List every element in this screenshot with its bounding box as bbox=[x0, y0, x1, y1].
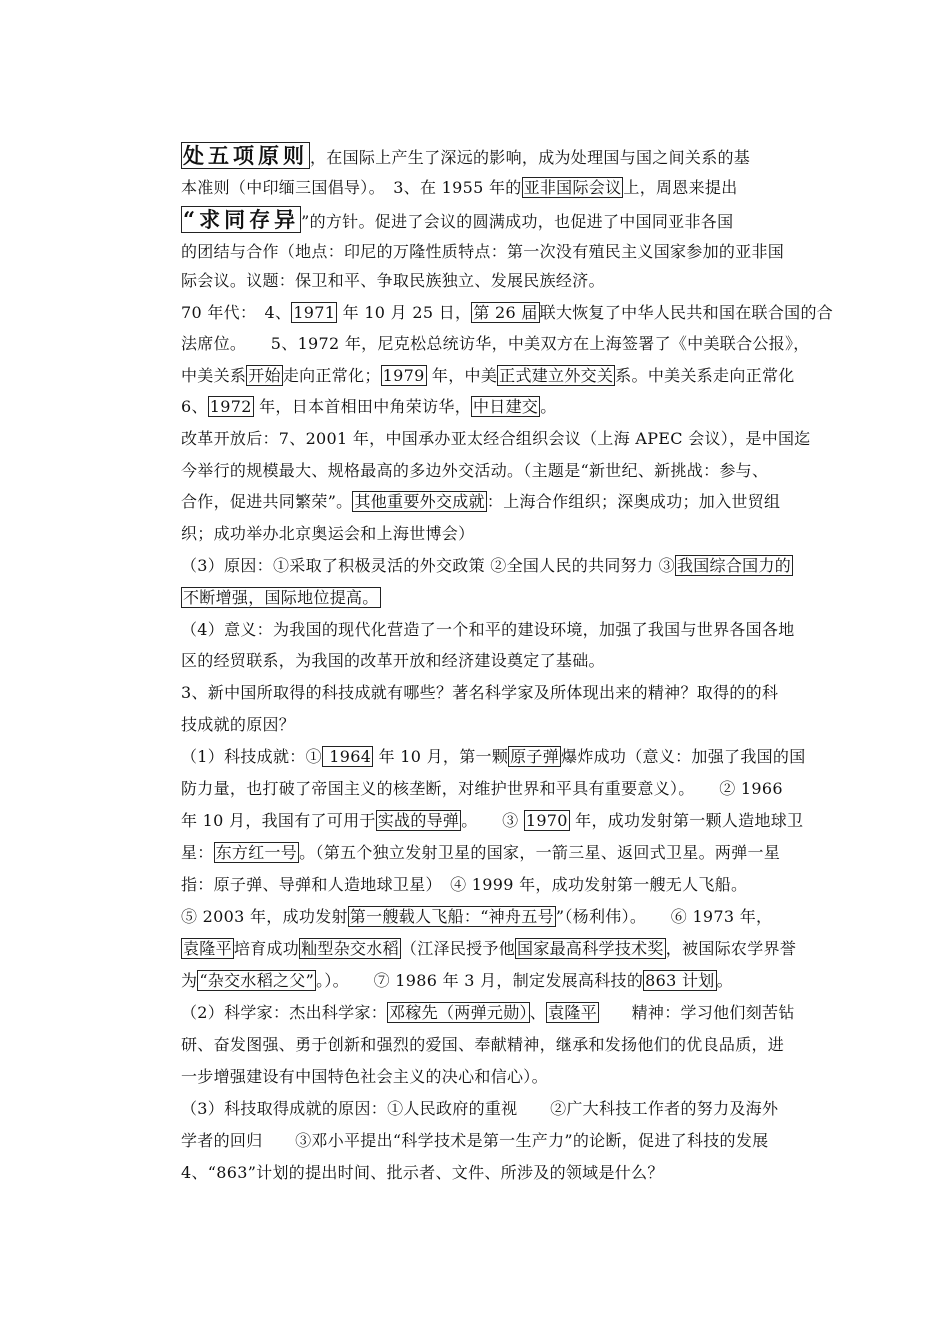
boxed-term: 第 26 届 bbox=[473, 303, 538, 322]
text-segment: 一步增强建设有中国特色社会主义的决心和信心）。 bbox=[181, 1067, 548, 1086]
text-line bbox=[181, 302, 834, 324]
text-line bbox=[181, 209, 821, 233]
text-segment: 上，周恩来提出 bbox=[623, 178, 738, 197]
text-line bbox=[181, 810, 821, 832]
text-line bbox=[181, 906, 821, 928]
text-line bbox=[181, 587, 821, 609]
text-line bbox=[181, 746, 821, 768]
text-segment: 技成就的原因？ bbox=[181, 715, 296, 734]
text-line bbox=[181, 874, 821, 896]
boxed-term: 其他重要外交成就 bbox=[354, 492, 485, 511]
text-line bbox=[181, 270, 821, 292]
text-line bbox=[181, 938, 821, 960]
text-line bbox=[181, 177, 821, 199]
text-segment: 6、 bbox=[181, 397, 208, 416]
text-segment: 年 10 月，第一颗 bbox=[373, 747, 509, 766]
text-segment: 中美关系 bbox=[181, 366, 247, 385]
text-segment: 。 bbox=[716, 971, 733, 990]
text-line bbox=[181, 970, 821, 992]
text-segment: （江泽民授予他 bbox=[400, 939, 516, 958]
text-segment: 区的经贸联系，为我国的改革开放和经济建设奠定了基础。 bbox=[181, 651, 605, 670]
text-segment: （1）科技成就：① bbox=[181, 747, 322, 766]
text-line bbox=[181, 523, 821, 545]
text-line bbox=[181, 241, 821, 263]
text-line bbox=[181, 714, 821, 736]
boxed-term: 1971 bbox=[293, 303, 336, 322]
boxed-term: 中日建交 bbox=[473, 397, 539, 416]
boxed-term: 籼型杂交水稻 bbox=[301, 939, 399, 958]
boxed-term: 实战的导弹 bbox=[377, 811, 460, 830]
text-segment: 联大恢复了中华人民共和国在联合国的合 bbox=[539, 303, 834, 322]
boxed-term: 东方红一号 bbox=[215, 843, 298, 862]
boxed-term: 国家最高科学技术奖 bbox=[517, 939, 664, 958]
text-segment: 织；成功举办北京奥运会和上海世博会） bbox=[181, 524, 475, 543]
boxed-term: 正式建立外交关 bbox=[499, 366, 614, 385]
text-segment: 精神：学习他们刻苦钻 bbox=[599, 1003, 795, 1022]
text-segment: 年 10 月，我国有了可用于 bbox=[181, 811, 376, 830]
boxed-term: 袁隆平 bbox=[183, 939, 232, 958]
text-segment: 的团结与合作（地点：印尼的万隆性质特点：第一次没有殖民主义国家参加的亚非国 bbox=[181, 242, 785, 261]
text-segment: ，被国际农学界誉 bbox=[665, 939, 797, 958]
text-segment: 改革开放后：7、2001 年，中国承办亚太经合组织会议（上海 APEC 会议），是中国迄 bbox=[181, 429, 811, 448]
boxed-term: 1964 bbox=[323, 747, 372, 766]
boxed-term: “求同存异 bbox=[183, 207, 300, 232]
text-line bbox=[181, 778, 821, 800]
boxed-term: 1979 bbox=[382, 366, 425, 385]
text-segment: 今举行的规模最大、规格最高的多边外交活动。（主题是“新世纪、新挑战：参与、 bbox=[181, 461, 769, 480]
text-line bbox=[181, 428, 821, 450]
text-segment: 系。中美关系走向正常化 bbox=[615, 366, 795, 385]
text-segment: 。 ③ bbox=[461, 811, 524, 830]
boxed-term: 原子弹 bbox=[510, 747, 560, 766]
text-line bbox=[181, 333, 821, 355]
text-segment: ”（杨利伟）。 ⑥ 1973 年， bbox=[555, 907, 773, 926]
text-segment: 研、奋发图强、勇于创新和强烈的爱国、奉献精神，继承和发扬他们的优良品质，进 bbox=[181, 1035, 785, 1054]
text-line bbox=[181, 842, 821, 864]
boxed-term: 邓稼先（两弹元勋） bbox=[389, 1003, 528, 1022]
boxed-term: 袁隆平 bbox=[548, 1003, 598, 1022]
text-segment: 学者的回归 ③邓小平提出“科学技术是第一生产力”的论断，促进了科技的发展 bbox=[181, 1131, 769, 1150]
text-segment: ：上海合作组织；深奥成功；加入世贸组 bbox=[486, 492, 781, 511]
text-line bbox=[181, 365, 821, 387]
boxed-term: 不断增强，国际地位提高。 bbox=[183, 588, 379, 607]
boxed-term: 1972 bbox=[209, 397, 252, 416]
text-line bbox=[181, 1162, 821, 1184]
text-segment: 4、“863”计划的提出时间、批示者、文件、所涉及的领域是什么？ bbox=[181, 1163, 664, 1182]
text-segment: 际会议。议题：保卫和平、争取民族独立、发展民族经济。 bbox=[181, 271, 605, 290]
text-segment: 。）。 ⑦ 1986 年 3 月，制定发展高科技的 bbox=[316, 971, 644, 990]
boxed-term: 开始 bbox=[248, 366, 281, 385]
text-line bbox=[181, 491, 821, 513]
text-line bbox=[181, 682, 821, 704]
text-segment: 年 10 月 25 日， bbox=[337, 303, 472, 322]
text-segment: 70 年代： 4、 bbox=[181, 303, 292, 322]
text-line bbox=[181, 1002, 821, 1024]
text-segment: 年，中美 bbox=[426, 366, 498, 385]
text-segment: ⑤ 2003 年，成功发射 bbox=[181, 907, 348, 926]
text-line bbox=[181, 145, 821, 169]
text-segment: 合作，促进共同繁荣”。 bbox=[181, 492, 353, 511]
text-segment: 法席位。 5、1972 年，尼克松总统访华，中美双方在上海签署了《中美联合公报》， bbox=[181, 334, 810, 353]
text-segment: （2）科学家：杰出科学家： bbox=[181, 1003, 388, 1022]
text-segment: 星： bbox=[181, 843, 214, 862]
text-line bbox=[181, 460, 821, 482]
boxed-term: 1970 bbox=[525, 811, 568, 830]
text-line bbox=[181, 619, 821, 641]
text-segment: 本准则（中印缅三国倡导）。 3、在 1955 年的 bbox=[181, 178, 522, 197]
text-segment: （4）意义：为我国的现代化营造了一个和平的建设环境，加强了我国与世界各国各地 bbox=[181, 620, 795, 639]
text-segment: 、 bbox=[529, 1003, 547, 1022]
text-segment: （3）原因：①采取了积极灵活的外交政策 ②全国人民的共同努力 ③ bbox=[181, 556, 675, 575]
boxed-term: 我国综合国力的 bbox=[676, 556, 792, 575]
boxed-term: 亚非国际会议 bbox=[523, 178, 622, 197]
text-segment: 年，日本首相田中角荣访华， bbox=[253, 397, 471, 416]
text-line bbox=[181, 555, 821, 577]
text-segment: 为 bbox=[181, 971, 198, 990]
text-line bbox=[181, 396, 821, 418]
boxed-term: “杂交水稻之父” bbox=[199, 971, 315, 990]
text-line bbox=[181, 1034, 821, 1056]
text-segment: 培育成功 bbox=[233, 939, 300, 958]
text-line bbox=[181, 1098, 821, 1120]
text-line bbox=[181, 1066, 821, 1088]
text-segment: 年，成功发射第一颗人造地球卫 bbox=[569, 811, 804, 830]
text-line bbox=[181, 1130, 821, 1152]
boxed-term: 第一艘载人飞船：“神舟五号 bbox=[349, 907, 554, 926]
boxed-term: 863 计划 bbox=[645, 971, 715, 990]
text-line bbox=[181, 650, 821, 672]
text-segment: 3、新中国所取得的科技成就有哪些？著名科学家及所体现出来的精神？取得的的科 bbox=[181, 683, 779, 702]
boxed-term: 处五项原则 bbox=[183, 143, 308, 168]
text-segment: 指：原子弹、导弹和人造地球卫星） ④ 1999 年，成功发射第一艘无人飞船。 bbox=[181, 875, 748, 894]
text-segment: 。 bbox=[540, 397, 557, 416]
text-segment: ，在国际上产生了深远的影响，成为处理国与国之间关系的基 bbox=[310, 148, 751, 167]
text-segment: ”的方针。促进了会议的圆满成功，也促进了中国同亚非各国 bbox=[301, 212, 734, 231]
text-segment: 防力量，也打破了帝国主义的核垄断，对维护世界和平具有重要意义）。 ② 1966 bbox=[181, 779, 783, 798]
text-segment: （3）科技取得成就的原因：①人民政府的重视 ②广大科技工作者的努力及海外 bbox=[181, 1099, 779, 1118]
text-segment: 走向正常化； bbox=[282, 366, 381, 385]
text-segment: 爆炸成功（意义：加强了我国的国 bbox=[561, 747, 806, 766]
text-segment: 。（第五个独立发射卫星的国家，一箭三星、返回式卫星。两弹一星 bbox=[299, 843, 781, 862]
